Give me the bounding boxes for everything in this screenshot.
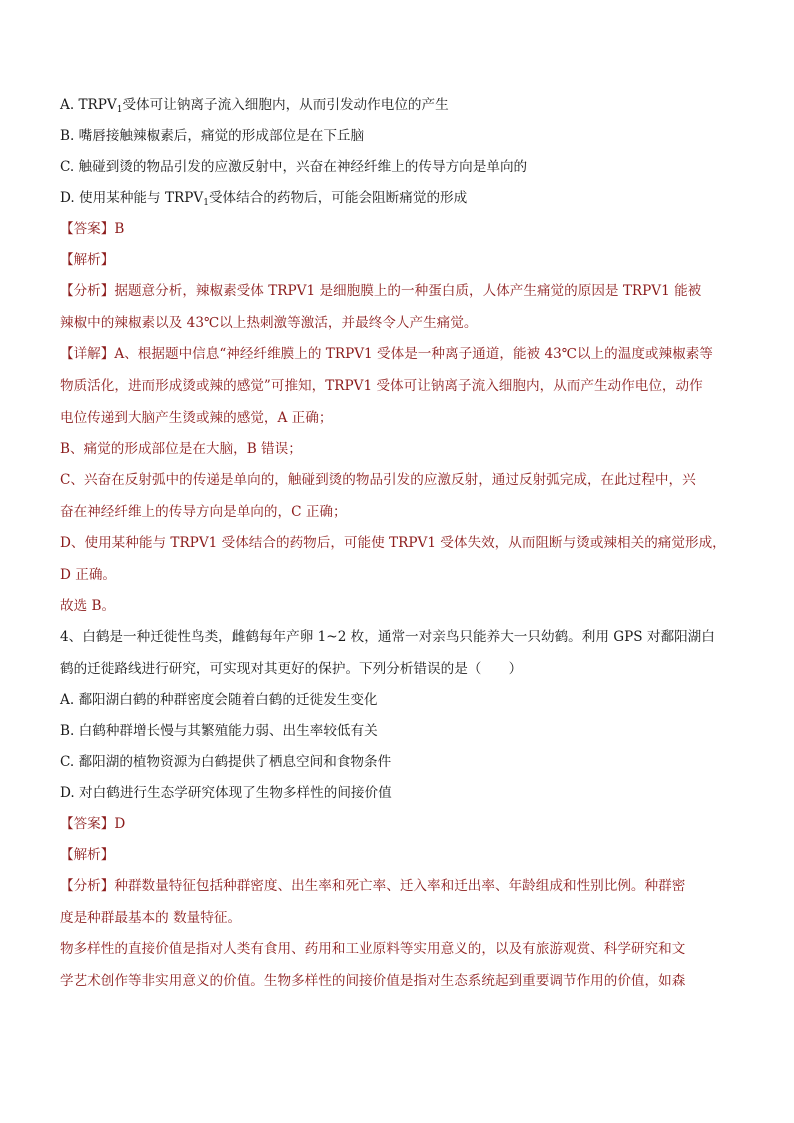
- q4-option-b: B. 白鹤种群增长慢与其繁殖能力弱、出生率较低有关: [60, 723, 378, 739]
- q3-xiangjie-line-5: C、兴奋在反射弧中的传递是单向的，触碰到烫的物品引发的应激反射，通过反射弧完成，在此过程中，兴: [60, 472, 696, 488]
- q4-more-line-1: 物多样性的直接价值是指对人类有食用、药用和工业原料等实用意义的，以及有旅游观赏、科学研究和文: [60, 941, 686, 957]
- q4-stem-line-1: 4、白鹤是一种迁徙性鸟类，雌鹤每年产卵 1~2 枚，通常一对亲鸟只能养大一只幼鹤。利用 GPS 对鄱阳湖白: [60, 629, 715, 645]
- q4-fenxi-line-1: 【分析】种群数量特征包括种群密度、出生率和死亡率、迁入率和迁出率、年龄组成和性别比例。种群密: [60, 878, 686, 894]
- q3-option-a: A. $TRPV_1$受体可让钠离子流入细胞内，从而引发动作电位的产生: [60, 97, 449, 115]
- q3-xiangjie-line-2: 物质活化，进而形成烫或辣的感觉”可推知，TRPV1 受体可让钠离子流入细胞内，从而产生动作电位，动作: [60, 378, 703, 394]
- q3-xiangjie-line-3: 电位传递到大脑产生烫或辣的感觉，A 正确；: [60, 410, 333, 426]
- q3-option-d: D. 使用某种能与 $TRPV_1$受体结合的药物后，可能会阻断痛觉的形成: [60, 190, 468, 208]
- q3-xiangjie-line-4: B、痛觉的形成部位是在大脑，B 错误；: [60, 441, 302, 457]
- q4-fenxi-line-2: 度是种群最基本的 数量特征。: [60, 910, 242, 926]
- q3-conclusion: 故选 B。: [60, 598, 116, 614]
- q4-answer: 【答案】D: [60, 816, 126, 832]
- q4-option-c: C. 鄱阳湖的植物资源为白鹤提供了栖息空间和食物条件: [60, 754, 392, 770]
- q4-option-a: A. 鄱阳湖白鹤的种群密度会随着白鹤的迁徙发生变化: [60, 692, 378, 708]
- q4-analysis-heading: 【解析】: [60, 847, 115, 863]
- document-page: [60, 96, 730, 1003]
- q3-xiangjie-line-8: D 正确。: [60, 567, 117, 583]
- q3-analysis-heading: 【解析】: [60, 252, 115, 268]
- q3-answer: 【答案】B: [60, 221, 125, 237]
- q3-xiangjie-line-1: 【详解】A、根据题中信息“神经纤维膜上的 TRPV1 受体是一种离子通道，能被 43℃以上的温度或辣椒素等: [60, 346, 713, 362]
- q3-xiangjie-line-7: D、使用某种能与 TRPV1 受体结合的药物后，可能使 TRPV1 受体失效，从而阻断与烫或辣相关的痛觉形成，: [60, 535, 726, 551]
- q3-option-b: B. 嘴唇接触辣椒素后，痛觉的形成部位是在下丘脑: [60, 128, 365, 144]
- q4-option-d: D. 对白鹤进行生态学研究体现了生物多样性的间接价值: [60, 785, 392, 801]
- q3-option-c: C. 触碰到烫的物品引发的应激反射中，兴奋在神经纤维上的传导方向是单向的: [60, 159, 528, 175]
- q3-fenxi-line-1: 【分析】据题意分析，辣椒素受体 TRPV1 是细胞膜上的一种蛋白质，人体产生痛觉的原因是 TRPV1 能被: [60, 283, 702, 299]
- q4-more-line-2: 学艺术创作等非实用意义的价值。生物多样性的间接价值是指对生态系统起到重要调节作用的价值，如森: [60, 973, 686, 989]
- q3-fenxi-line-2: 辣椒中的辣椒素以及 43℃以上热刺激等激活，并最终令人产生痛觉。: [60, 315, 478, 331]
- q3-xiangjie-line-6: 奋在神经纤维上的传导方向是单向的，C 正确；: [60, 504, 347, 520]
- q4-stem-line-2: 鹤的迁徙路线进行研究，可实现对其更好的保护。下列分析错误的是（ ）: [60, 661, 523, 677]
